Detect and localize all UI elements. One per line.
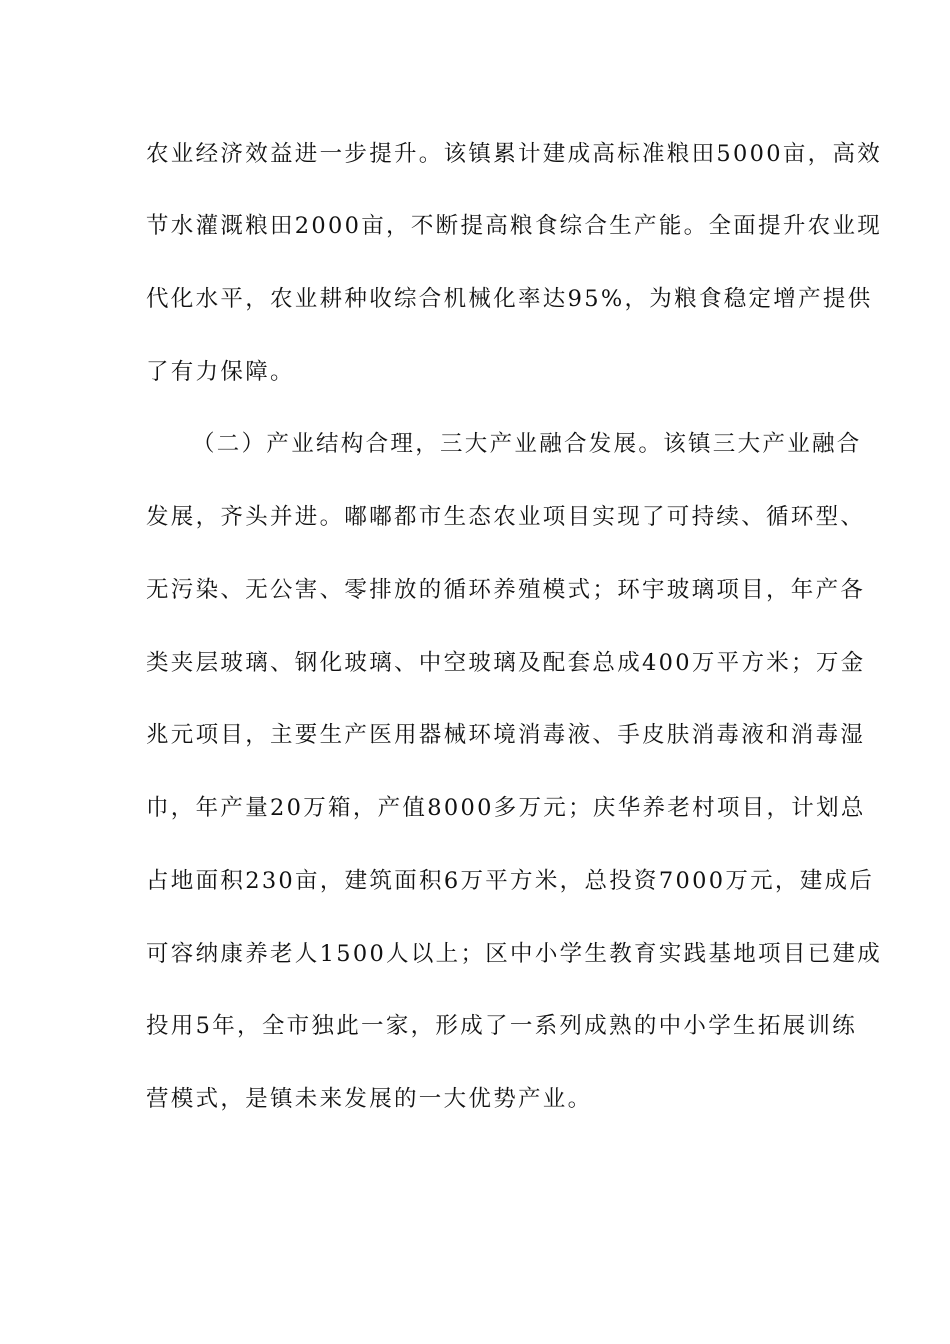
paragraph-2-line-1: （二）产业结构合理，三大产业融合发展。该镇三大产业融合 bbox=[192, 431, 862, 457]
paragraph-2-line-3: 无污染、无公害、零排放的循环养殖模式；环宇玻璃项目，年产各 bbox=[146, 577, 866, 603]
paragraph-1-line-4: 了有力保障。 bbox=[146, 359, 295, 385]
paragraph-2-line-7: 占地面积230亩，建筑面积6万平方米，总投资7000万元，建成后 bbox=[146, 868, 875, 894]
paragraph-2-line-2: 发展，齐头并进。嘟嘟都市生态农业项目实现了可持续、循环型、 bbox=[146, 504, 866, 530]
paragraph-2-line-10: 营模式，是镇未来发展的一大优势产业。 bbox=[146, 1086, 593, 1112]
paragraph-1-line-2: 节水灌溉粮田2000亩，不断提高粮食综合生产能。全面提升农业现 bbox=[146, 213, 883, 239]
paragraph-1-line-1: 农业经济效益进一步提升。该镇累计建成高标准粮田5000亩，高效 bbox=[146, 141, 883, 167]
paragraph-2-line-4: 类夹层玻璃、钢化玻璃、中空玻璃及配套总成400万平方米；万金 bbox=[146, 650, 866, 676]
paragraph-2-line-8: 可容纳康养老人1500人以上；区中小学生教育实践基地项目已建成 bbox=[146, 941, 883, 967]
paragraph-1-line-3: 代化水平，农业耕种收综合机械化率达95%，为粮食稳定增产提供 bbox=[146, 286, 873, 312]
paragraph-2-line-9: 投用5年，全市独此一家，形成了一系列成熟的中小学生拓展训练 bbox=[146, 1013, 858, 1039]
paragraph-2-line-5: 兆元项目，主要生产医用器械环境消毒液、手皮肤消毒液和消毒湿 bbox=[146, 722, 866, 748]
paragraph-2-line-6: 巾，年产量20万箱，产值8000多万元；庆华养老村项目，计划总 bbox=[146, 795, 866, 821]
